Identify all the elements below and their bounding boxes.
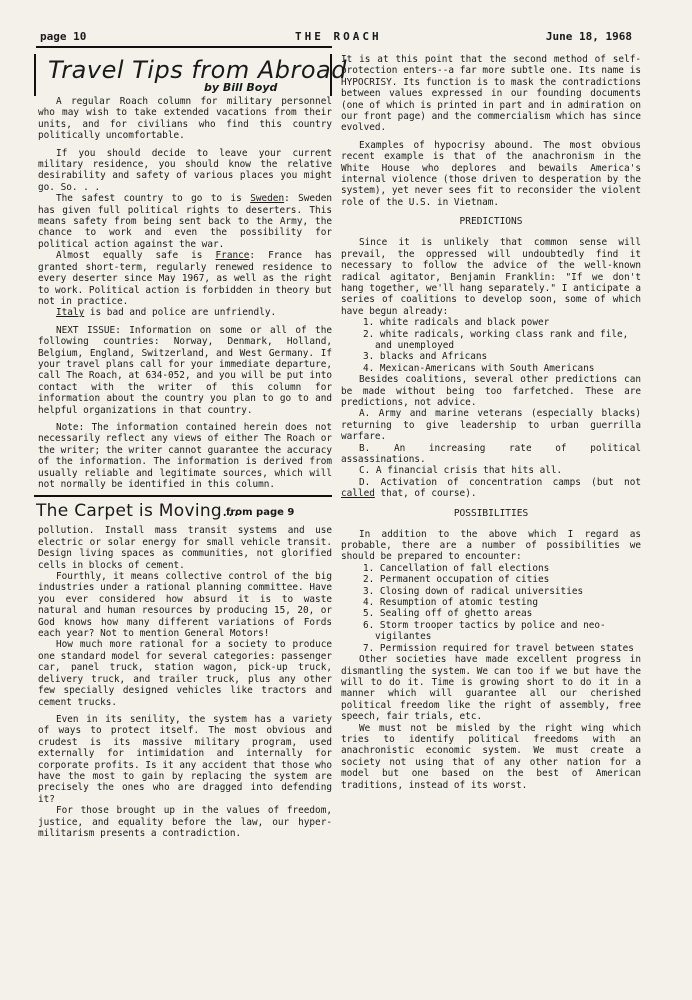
list-item: 7. Permission required for travel between states xyxy=(363,642,634,654)
carpet-paragraph-2: Fourthly, it means collective control of the big industries under a rational planning committee. Have you ever considered how absurd it is to waste natural and human resources by producing 15, 20, or God knows how many different variations of Fords each year? Not to mention General Motors! xyxy=(38,571,332,640)
page-number: page 10 xyxy=(40,30,87,43)
prediction-d-rest: that, of course). xyxy=(380,488,477,500)
right-paragraph-1: It is at this point that the second method of self-protection enters--a far more subtle one. Its name is HYPOCRISY. Its function is to mask the contradictions between values expressed in our founding documents (one of which is printed in part and in admiration on our front page) and the commercialism which has since evolved. xyxy=(341,54,641,134)
list-item: 2. white radicals, working class rank and file, and unemployed xyxy=(363,328,629,351)
travel-paragraph-4 xyxy=(38,250,332,307)
carpet-paragraph-4: Even in its senility, the system has a variety of ways to protect itself. The most obvious and crudest is its massive military program, used externally for intimidation and internally for corporate profits. Is it any accident that those who have the most to gain by replacing the system are precisely the ones who are dragged into defending it? xyxy=(38,713,332,805)
possibilities-list xyxy=(341,563,641,654)
masthead: THE ROACH xyxy=(295,30,382,43)
travel-headline-box xyxy=(34,54,347,96)
continued-from-label: from page 9 xyxy=(226,507,295,519)
prediction-d xyxy=(341,477,641,500)
travel-p3-lead: The safest country to go to is xyxy=(56,193,242,205)
travel-headline: Travel Tips from Abroad xyxy=(48,56,347,84)
carpet-headline: The Carpet is Moving... xyxy=(36,501,240,522)
travel-p5-rest: is bad and police are unfriendly. xyxy=(84,307,277,319)
page-header xyxy=(40,30,632,46)
list-item: 3. blacks and Africans xyxy=(363,351,488,363)
travel-p3-rest: : Sweden has given full political rights to deserters. This means safety from being sent back to the Army, the chance to work and even the possibility for political action against the war. xyxy=(38,193,333,250)
prediction-b: B. An increasing rate of political assassinations. xyxy=(341,442,641,465)
carpet-paragraph-5: For those brought up in the values of freedom, justice, and equality before the law, our hyper-militarism presents a contradiction. xyxy=(38,805,332,839)
possibilities-closing: We must not be misled by the right wing which tries to identify political freedoms with an anachronistic economic system. We must create a society not using that of any other nation for a model but one based on the best of American traditions, instead of its worst. xyxy=(341,722,641,791)
travel-byline: by Bill Boyd xyxy=(204,81,278,94)
possibilities-intro: In addition to the above which I regard as probable, there are a number of possibilities we should be prepared to encounter: xyxy=(341,528,641,563)
travel-next-issue: NEXT ISSUE: Information on some or all of the following countries: Norway, Denmark, Holland, Belgium, England, Switzerland, and West Germany. If your travel plans call for your immediate departure, call The Roach, at 634-052, and you will be put into contact with the writer of this column for information about the country you plan to go to and helpful organizations in that country. xyxy=(38,324,332,416)
issue-date: June 18, 1968 xyxy=(545,30,632,43)
predictions-besides: Besides coalitions, several other predictions can be made without being too farfetched. These are predictions, not advice. xyxy=(341,374,641,408)
prediction-a: A. Army and marine veterans (especially blacks) returning to give leadership to urban guerrilla warfare. xyxy=(341,408,641,443)
country-france: France xyxy=(215,250,250,262)
section-divider xyxy=(34,495,332,497)
coalitions-list xyxy=(341,317,641,374)
travel-paragraph-5 xyxy=(38,307,332,318)
list-item: 1. Cancellation of fall elections xyxy=(363,562,550,574)
travel-paragraph-2: If you should decide to leave your current military residence, you should know the relative desirability and safety of various places you might go. So. . . xyxy=(38,147,332,193)
travel-p4-lead: Almost equally safe is xyxy=(56,250,203,262)
country-sweden: Sweden xyxy=(250,193,285,205)
predictions-heading: PREDICTIONS xyxy=(459,216,523,228)
list-item: 2. Permanent occupation of cities xyxy=(363,574,550,586)
possibilities-other-societies: Other societies have made excellent progress in dismantling the system. We can too if we but have the will to do it. Time is growing short to do it in a manner which will guarantee all our cherished political freedom like the right of assembly, free speech, fair trials, etc. xyxy=(341,654,641,723)
travel-paragraph-1: A regular Roach column for military personnel who may wish to take extended vacations from their units, and for civilians who find this country politically uncomfortable. xyxy=(38,96,332,142)
right-column xyxy=(341,54,641,791)
country-italy: Italy xyxy=(56,307,85,319)
prediction-d-called: called xyxy=(341,488,375,500)
list-item: 1. white radicals and black power xyxy=(363,317,550,329)
prediction-d-lead: D. Activation of concentration camps (but not xyxy=(359,476,641,488)
possibilities-heading: POSSIBILITIES xyxy=(453,507,529,519)
list-item: 4. Mexican-Americans with South Americans xyxy=(363,362,595,374)
right-paragraph-2: Examples of hypocrisy abound. The most obvious recent example is that of the anachronism in the White House who deplores and bewails America's internal violence (those driven to desperation by the system), yet never sees fit to reconsider the violent role of the U.S. in Vietnam. xyxy=(341,139,641,208)
carpet-paragraph-1: pollution. Install mass transit systems and use electric or solar energy for small vehicle transit. Design living spaces as communities, not glorified cells in blocks of cement. xyxy=(38,525,332,571)
travel-p4-rest: : France has granted short-term, regularly renewed residence to every deserter since May 1967, as well as the right to work. Political action is forbidden in theory but not in practice. xyxy=(38,250,332,307)
prediction-c: C. A financial crisis that hits all. xyxy=(359,465,563,477)
travel-paragraph-3 xyxy=(38,193,332,250)
predictions-intro: Since it is unlikely that common sense will prevail, the oppressed will undoubtedly find it necessary to follow the advice of the well-known radical agitator, Benjamin Franklin: "If we don't hang together, we'll hang separately." I anticipate a series of coalitions to develop soon, some of which have begun already: xyxy=(341,237,641,317)
list-item: 5. Sealing off of ghetto areas xyxy=(363,608,533,620)
header-rule xyxy=(36,46,332,48)
list-item: 4. Resumption of atomic testing xyxy=(363,597,538,609)
carpet-headline-row xyxy=(38,501,332,525)
list-item: 3. Closing down of radical universities xyxy=(363,585,584,597)
travel-note: Note: The information contained herein does not necessarily reflect any views of either The Roach or the writer; the writer cannot guarantee the accuracy of the information. The information is derived from usually reliable and legitimate sources, which will not normally be identified in this column. xyxy=(38,421,332,490)
left-column xyxy=(36,54,347,839)
carpet-paragraph-3: How much more rational for a society to produce one standard model for several categories: passenger car, panel truck, station wagon, pick-up truck, delivery truck, and trailer truck, plus any other few specially designed vehicles like tractors and cement trucks. xyxy=(38,639,332,708)
list-item: 6. Storm trooper tactics by police and neo-vigilantes xyxy=(363,619,606,643)
